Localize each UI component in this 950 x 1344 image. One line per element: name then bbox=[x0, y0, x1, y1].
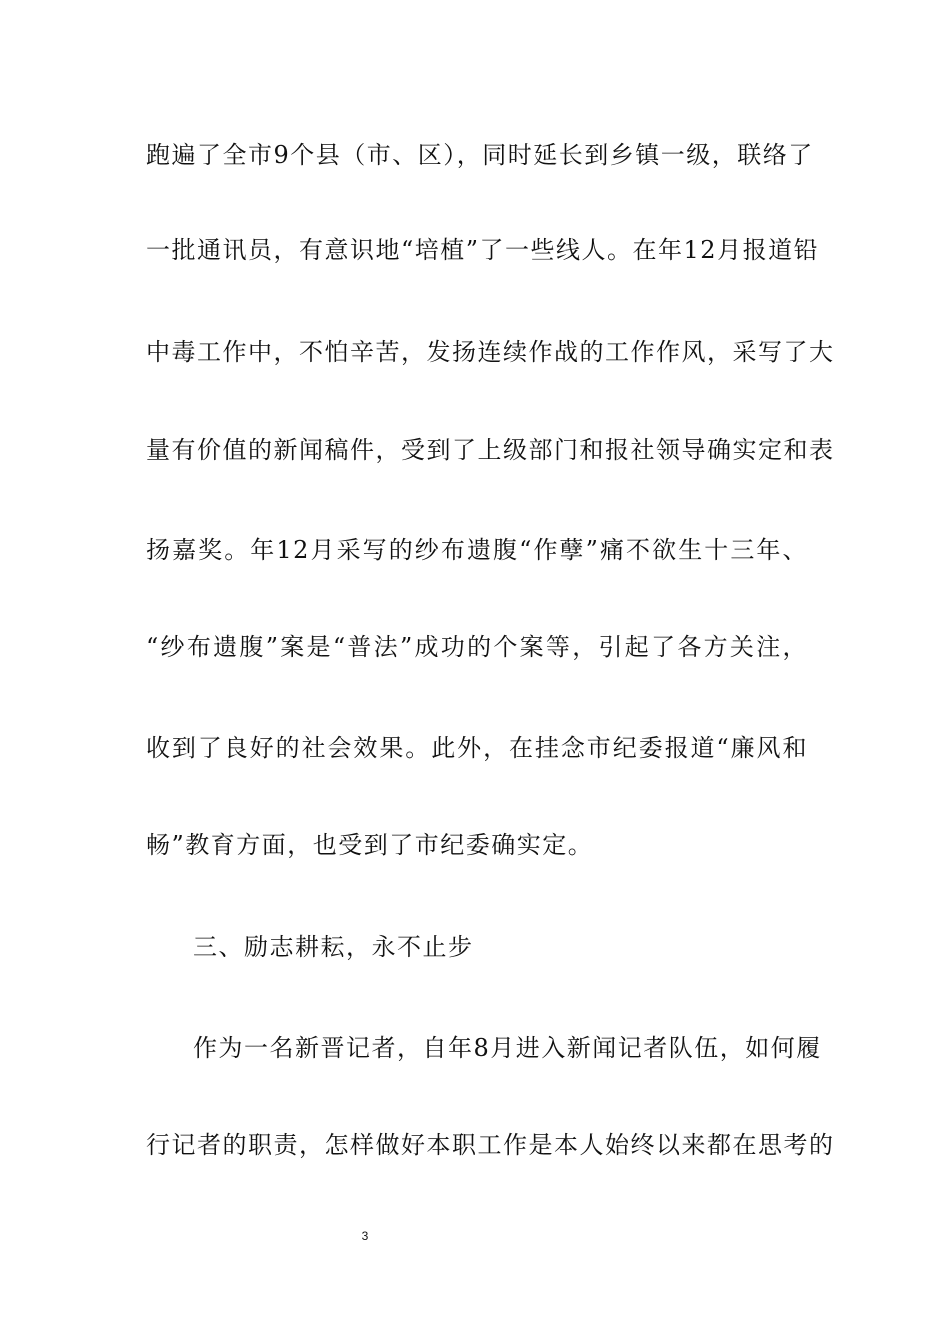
section-heading: 三、励志耕耘，永不止步 bbox=[193, 933, 474, 961]
paragraph-1-line-3: 中毒工作中，不怕辛苦，发扬连续作战的工作作风，采写了大 bbox=[146, 338, 835, 366]
paragraph-1-line-8: 畅”教育方面，也受到了市纪委确实定。 bbox=[146, 831, 594, 859]
paragraph-1-line-4: 量有价值的新闻稿件，受到了上级部门和报社领导确实定和表 bbox=[146, 436, 835, 464]
page-number: 3 bbox=[361, 1229, 369, 1243]
paragraph-1-line-5: 扬嘉奖。年12月采写的纱布遗腹“作孽”痛不欲生十三年、 bbox=[146, 536, 808, 564]
paragraph-1-line-1: 跑遍了全市9个县（市、区），同时延长到乡镇一级，联络了 bbox=[146, 141, 814, 169]
paragraph-2-line-1: 作为一名新晋记者，自年8月进入新闻记者队伍，如何履 bbox=[193, 1034, 822, 1062]
paragraph-1-line-7: 收到了良好的社会效果。此外，在挂念市纪委报道“廉风和 bbox=[146, 734, 808, 762]
paragraph-2-line-2: 行记者的职责，怎样做好本职工作是本人始终以来都在思考的 bbox=[146, 1131, 835, 1159]
paragraph-1-line-6: “纱布遗腹”案是“普法”成功的个案等，引起了各方关注， bbox=[146, 633, 808, 661]
paragraph-1-line-2: 一批通讯员，有意识地“培植”了一些线人。在年12月报道铅 bbox=[146, 236, 820, 264]
